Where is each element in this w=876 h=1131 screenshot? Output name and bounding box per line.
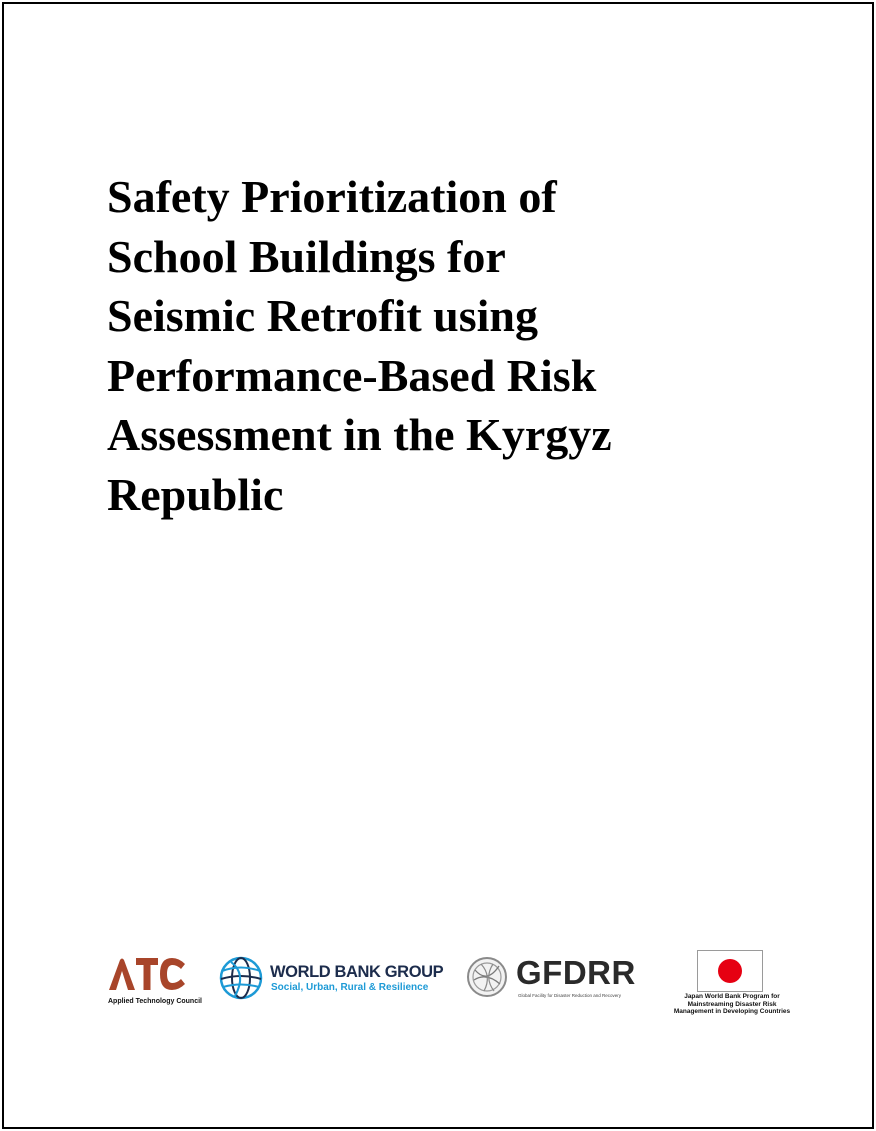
world-bank-group-tagline: Social, Urban, Rural & Resilience <box>271 982 429 993</box>
title-line: Assessment in the Kyrgyz <box>107 409 612 460</box>
japan-program-line: Japan World Bank Program for <box>684 993 780 1000</box>
title-line: Seismic Retrofit using <box>107 290 539 341</box>
atc-logo <box>107 956 207 1012</box>
gfdrr-name: GFDRR <box>516 954 636 991</box>
world-bank-group-name: WORLD BANK GROUP <box>270 963 444 981</box>
japan-program-line: Mainstreaming Disaster Risk <box>687 1000 777 1008</box>
title-line: School Buildings for <box>107 230 506 282</box>
japan-flag-icon <box>697 950 763 992</box>
world-bank-group-logo <box>219 954 459 1004</box>
title-line: Performance-Based Risk <box>107 349 597 401</box>
title-line: Safety Prioritization of <box>107 171 557 222</box>
atc-logo-name: Applied Technology Council <box>108 998 202 1005</box>
document-page <box>2 2 874 1129</box>
japan-program-line: Management in Developing Countries <box>673 1008 791 1015</box>
globe-icon <box>219 956 263 1000</box>
gfdrr-tagline: Global Facility for Disaster Reduction and Recovery <box>518 993 622 998</box>
japan-program-logo <box>664 950 800 1020</box>
document-title <box>107 167 747 524</box>
atc-logo-mark <box>107 956 187 992</box>
gfdrr-logo <box>466 956 656 1004</box>
title-line: Republic <box>107 468 284 520</box>
japan-program-name <box>664 993 800 1016</box>
globe-icon <box>466 956 508 998</box>
